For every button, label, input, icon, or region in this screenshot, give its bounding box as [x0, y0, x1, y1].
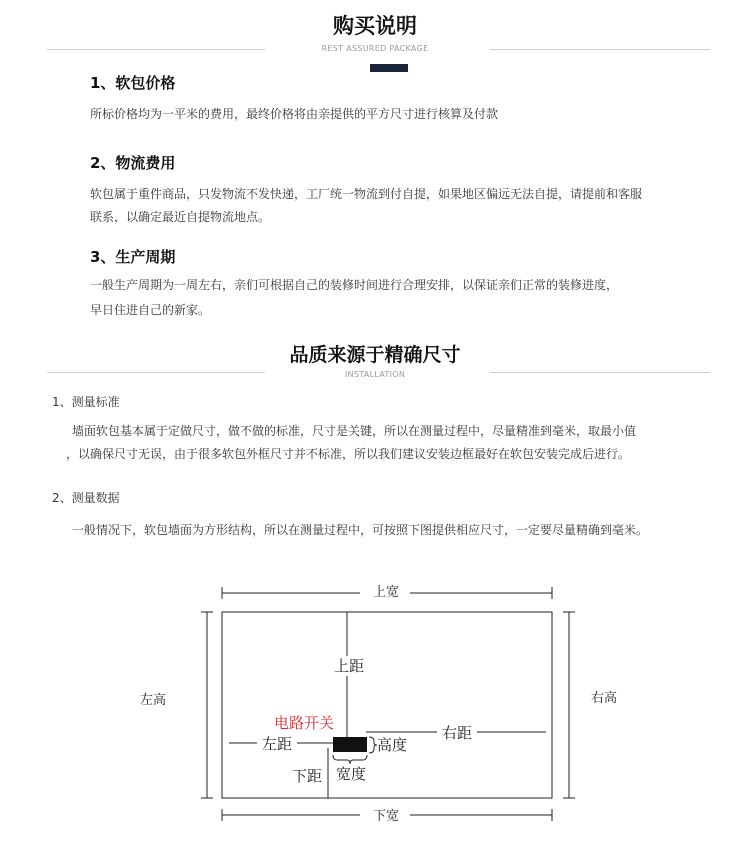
label-height: 高度 — [377, 736, 408, 754]
header-title-purchase: 购买说明 — [333, 14, 417, 38]
heading-measure-standard: 1、测量标准 — [52, 395, 120, 409]
measurement-diagram — [0, 570, 750, 842]
header-accent-bar — [370, 64, 408, 72]
header-subtitle: REST ASSURED PACKAGE — [321, 44, 429, 53]
label-top-distance: 上距 — [333, 657, 365, 675]
label-right-height: 右高 — [590, 691, 618, 706]
label-circuit-switch: 电路开关 — [273, 714, 335, 732]
text-production-line2: 早日住进自己的新家。 — [90, 303, 211, 317]
heading-measure-data: 2、测量数据 — [52, 491, 120, 505]
label-left-height: 左高 — [139, 693, 167, 708]
text-logistics-line1: 软包属于重件商品，只发物流不发快递，工厂统一物流到付自提，如果地区偏远无法自提，请提前和客服 — [90, 187, 643, 201]
header-title-quality: 品质来源于精确尺寸 — [289, 344, 461, 366]
text-measure-standard-line1: 墙面软包基本属于定做尺寸，做不做的标准，尺寸是关键，所以在测量过程中，尽量精准到毫米，取最小值 — [72, 424, 637, 438]
label-bottom-width: 下宽 — [372, 809, 400, 824]
text-measure-data: 一般情况下，软包墙面为方形结构，所以在测量过程中，可按照下图提供相应尺寸，一定要尽量精确到毫米。 — [72, 523, 649, 537]
label-bottom-distance: 下距 — [291, 767, 323, 785]
label-right-distance: 右距 — [441, 724, 473, 742]
heading-logistics: 2、物流费用 — [90, 154, 176, 172]
text-price: 所标价格均为一平米的费用，最终价格将由亲提供的平方尺寸进行核算及付款 — [90, 107, 499, 121]
text-logistics-line2: 联系，以确定最近自提物流地点。 — [90, 210, 271, 224]
heading-production: 3、生产周期 — [90, 248, 176, 266]
heading-price: 1、软包价格 — [90, 74, 176, 92]
wall-outline — [222, 612, 552, 798]
label-left-distance: 左距 — [261, 735, 293, 753]
text-production-line1: 一般生产周期为一周左右，亲们可根据自己的装修时间进行合理安排，以保证亲们正常的装修进度， — [90, 278, 619, 292]
label-top-width: 上宽 — [372, 585, 400, 600]
header2-subtitle: INSTALLATION — [344, 370, 406, 379]
label-width: 宽度 — [335, 765, 367, 783]
switch-box — [333, 737, 367, 752]
text-measure-standard-line2: ，以确保尺寸无误，由于很多软包外框尺寸并不标准，所以我们建议安装边框最好在软包安装完成后进行。 — [66, 447, 631, 461]
